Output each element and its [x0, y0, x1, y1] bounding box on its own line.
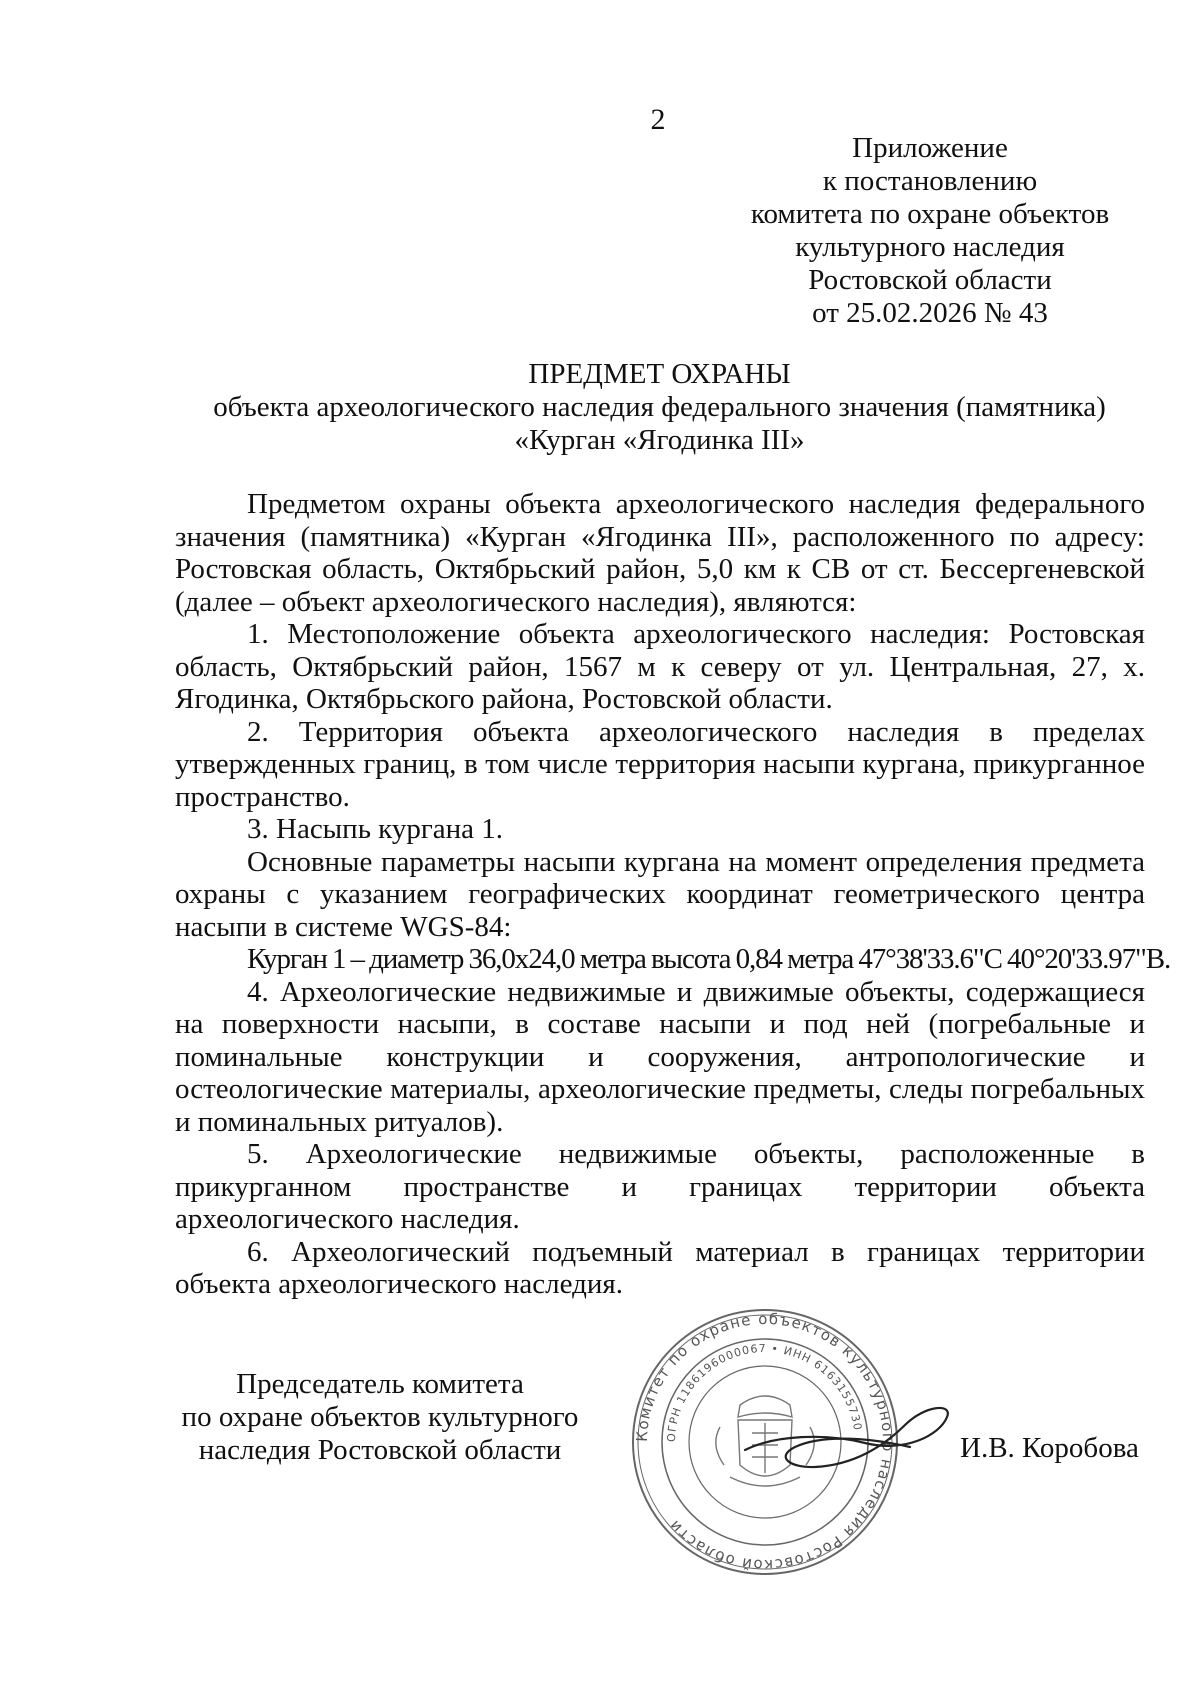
- document-body: [175, 488, 1171, 1301]
- mound-parameters-paragraph: Основные параметры насыпи кургана на момент определения предмета охраны с указанием географических координат геометрического центра насыпи в системе WGS-84:: [175, 845, 1145, 943]
- appendix-line: Ростовской области: [808, 264, 1052, 296]
- signer-position-line: Председатель комитета: [236, 1368, 524, 1400]
- appendix-line: к постановлению: [822, 165, 1038, 197]
- item-surface-material: 6. Археологический подъемный материал в границах территории объекта археологического наследия.: [175, 1235, 1145, 1300]
- item-location: 1. Местоположение объекта археологического наследия: Ростовская область, Октябрьский район, 1567 м к северу от ул. Центральная, 27, х. Ягодинка, Октябрьского района, Ростовской области.: [175, 618, 1145, 715]
- page-number: 2: [650, 103, 666, 136]
- title-subtitle: объекта археологического наследия федерального значения (памятника): [213, 391, 1106, 423]
- signer-position: [170, 1368, 590, 1467]
- document-title: [172, 358, 1147, 457]
- handwritten-signature: [735, 1395, 955, 1485]
- appendix-header: [730, 132, 1130, 330]
- stamp-inner-text: ОГРН 1186196000067 • ИНН 6163155730: [664, 1341, 865, 1443]
- item-immovable-objects: 5. Археологические недвижимые объекты, расположенные в прикурганном пространстве и границах территории объекта археологического наследия.: [175, 1138, 1145, 1235]
- appendix-date-line: от 25.02.2026 № 43: [812, 297, 1048, 329]
- appendix-line: Приложение: [852, 132, 1008, 164]
- signer-position-line: наследия Ростовской области: [198, 1434, 562, 1466]
- signer-name: И.В. Коробова: [960, 1432, 1139, 1464]
- appendix-line: комитета по охране объектов: [750, 198, 1110, 230]
- appendix-line: культурного наследия: [795, 231, 1065, 263]
- title-object-name: «Курган «Ягодинка III»: [514, 424, 805, 456]
- title-heading: ПРЕДМЕТ ОХРАНЫ: [528, 358, 791, 390]
- item-mound: 3. Насыпь кургана 1.: [247, 813, 504, 845]
- item-territory: 2. Территория объекта археологического наследия в пределах утвержденных границ, в том числе территория насыпи кургана, прикурганное пространство.: [175, 715, 1145, 813]
- kurgan-1-parameters: Курган 1 – диаметр 36,0х24,0 метра высота 0,84 метра 47°38'33.6"С 40°20'33.97"В.: [247, 943, 1171, 975]
- stamp-outer-text: Комитет по охране объектов культурного наследия Ростовской области: [632, 1309, 898, 1575]
- signer-position-line: по охране объектов культурного: [181, 1401, 579, 1433]
- item-archaeological-objects: 4. Археологические недвижимые и движимые объекты, содержащиеся на поверхности насыпи, в составе насыпи и под ней (погребальные и поминальные конструкции и сооружения, антропологические и остеологические материалы, археологические предметы, следы погребальных и поминальных ритуалов).: [175, 975, 1145, 1138]
- intro-paragraph: Предметом охраны объекта археологического наследия федерального значения (памятника) «Курган «Ягодинка III», расположенного по адресу: Ростовская область, Октябрьский район, 5,0 км к СВ от ст. Бессергеневской (далее – объект археологического наследия), являются:: [175, 488, 1145, 618]
